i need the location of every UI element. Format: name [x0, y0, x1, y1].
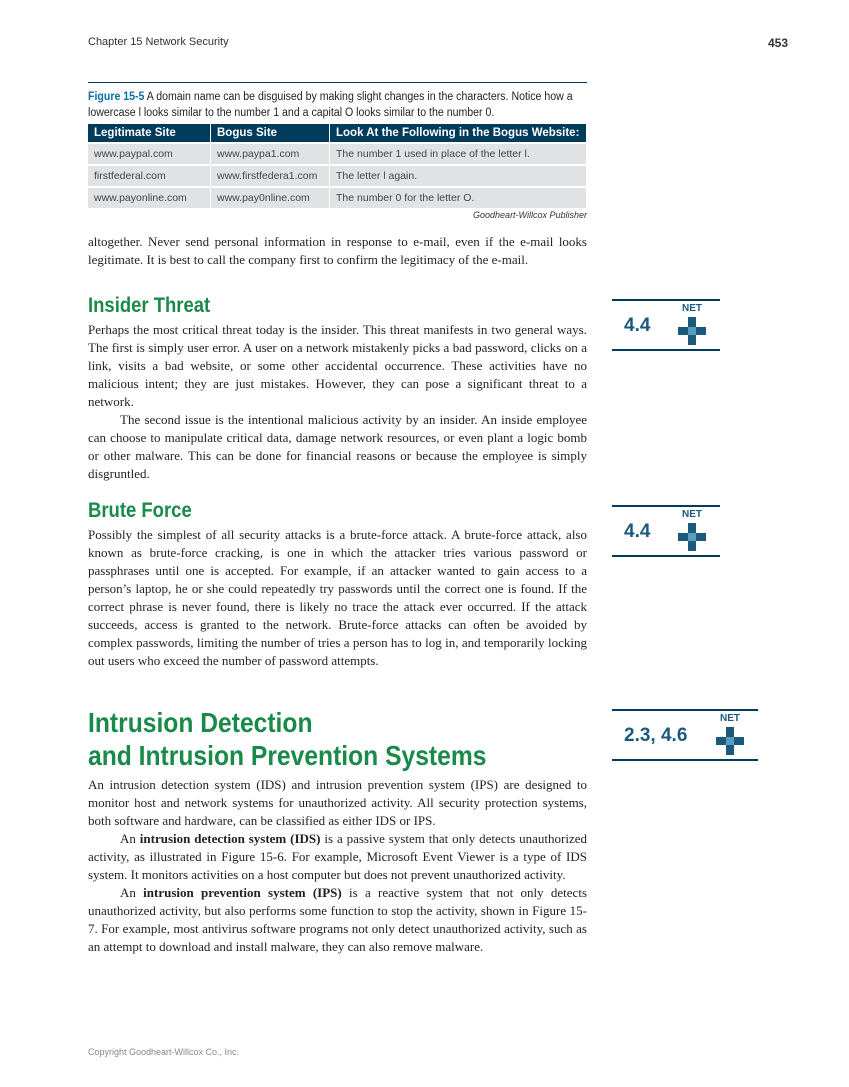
- cell: www.payonline.com: [88, 187, 211, 208]
- section-heading: Brute Force: [88, 499, 192, 522]
- figure-label: Figure 15-5: [88, 91, 145, 103]
- net-objective-note: [612, 709, 758, 761]
- cell: The letter l again.: [330, 165, 587, 187]
- intro-paragraph: [88, 233, 587, 269]
- insider-threat-section: [88, 294, 587, 483]
- heading-line: and Intrusion Prevention Systems: [88, 740, 487, 771]
- cell: www.paypal.com: [88, 143, 211, 165]
- table-row: [88, 165, 587, 187]
- paragraph: An intrusion prevention system (IPS) is a reactive system that not only detects unauthorized activity, but also performs some function to stop the activity, shown in Figure 15-7. For example, most antivirus software programs not only detect unauthorized activity, such as an attempt to download and install malware, they can also remove malware.: [88, 885, 587, 954]
- net-plus-icon: [716, 727, 744, 755]
- chapter-title: Chapter 15 Network Security: [88, 36, 229, 48]
- copyright-footer: Copyright Goodheart-Willcox Co., Inc.: [88, 1047, 240, 1057]
- objective-number: 4.4: [624, 315, 651, 336]
- cell: The number 0 for the letter O.: [330, 187, 587, 208]
- column-header: Look At the Following in the Bogus Website:: [330, 124, 587, 143]
- paragraph: An intrusion detection system (IDS) and intrusion prevention system (IPS) are designed to monitor host and network systems for unauthorized activity. All security protection systems, both software and hardware, can be classified as either IDS or IPS.: [88, 777, 587, 828]
- column-header: Bogus Site: [211, 124, 330, 143]
- brute-force-section: [88, 499, 587, 670]
- paragraph: Perhaps the most critical threat today is the insider. This threat manifests in two general ways. The first is simply user error. A user on a network mistakenly picks a bad password, clicks on a link, visits a bad website, or some other accidental occurrence. These activities have no malicious intent; they are just mistakes. However, they can pose a significant threat to a network.: [88, 322, 587, 409]
- caption-text: A domain name can be disguised by making slight changes in the characters. Notice how a lowercase l looks similar to the number 1 and a capital O looks similar to the number 0.: [88, 91, 573, 119]
- figure-15-5: [88, 82, 587, 220]
- cell: www.paypa1.com: [211, 143, 330, 165]
- net-plus-icon: [678, 523, 706, 551]
- paragraph: Possibly the simplest of all security attacks is a brute-force attack. A brute-force attack, also known as brute-force cracking, is one in which the attacker tries various password or passphrases until one is accepted. For example, if an attacker wanted to gain access to a person’s laptop, he or she could repeatedly try passwords until the correct one is found. If the correct phrase is never found, there is likely no trace the attack ever occurred. If the attack succeeds, access is granted to the network. Brute-force attacks can often be avoided by complex passwords, limiting the number of tries a person has to log in, and temporarily locking out users who exceed the number of password attempts.: [88, 527, 587, 668]
- table-row: [88, 143, 587, 165]
- chapter-section-heading: [88, 706, 527, 772]
- net-label: NET: [720, 713, 740, 724]
- figure-source: Goodheart-Willcox Publisher: [473, 210, 587, 220]
- key-term: intrusion detection system (IDS): [139, 831, 321, 846]
- cell: www.firstfedera1.com: [211, 165, 330, 187]
- net-label: NET: [682, 303, 702, 314]
- net-label: NET: [682, 509, 702, 520]
- net-plus-icon: [678, 317, 706, 345]
- running-header: [88, 36, 788, 48]
- cell: www.pay0nline.com: [211, 187, 330, 208]
- section-heading: Insider Threat: [88, 294, 211, 317]
- paragraph: altogether. Never send personal information in response to e-mail, even if the e-mail looks legitimate. It is best to call the company first to confirm the legitimacy of the e-mail.: [88, 234, 587, 267]
- table-row: [88, 187, 587, 208]
- page-number: 453: [767, 36, 788, 50]
- net-objective-note: [612, 505, 720, 557]
- cell: firstfederal.com: [88, 165, 211, 187]
- paragraph: The second issue is the intentional malicious activity by an insider. An inside employee can choose to manipulate critical data, damage network resources, or even plant a logic bomb or other malware. This can be done for financial reasons or because the employee is simply disgruntled.: [88, 412, 587, 481]
- column-header: Legitimate Site: [88, 124, 211, 143]
- objective-number: 2.3, 4.6: [624, 725, 688, 746]
- domain-table: [88, 124, 587, 208]
- paragraph: An intrusion detection system (IDS) is a passive system that only detects unauthorized activity, as illustrated in Figure 15-6. For example, Microsoft Event Viewer is a type of IDS system. It monitors activities on a host computer but does not prevent unauthorized activity.: [88, 831, 588, 882]
- heading-line: Intrusion Detection: [88, 707, 313, 738]
- key-term: intrusion prevention system (IPS): [143, 885, 342, 900]
- objective-number: 4.4: [624, 521, 651, 542]
- ids-section: [88, 706, 587, 956]
- figure-caption: [88, 89, 584, 121]
- cell: The number 1 used in place of the letter l.: [330, 143, 587, 165]
- net-objective-note: [612, 299, 720, 351]
